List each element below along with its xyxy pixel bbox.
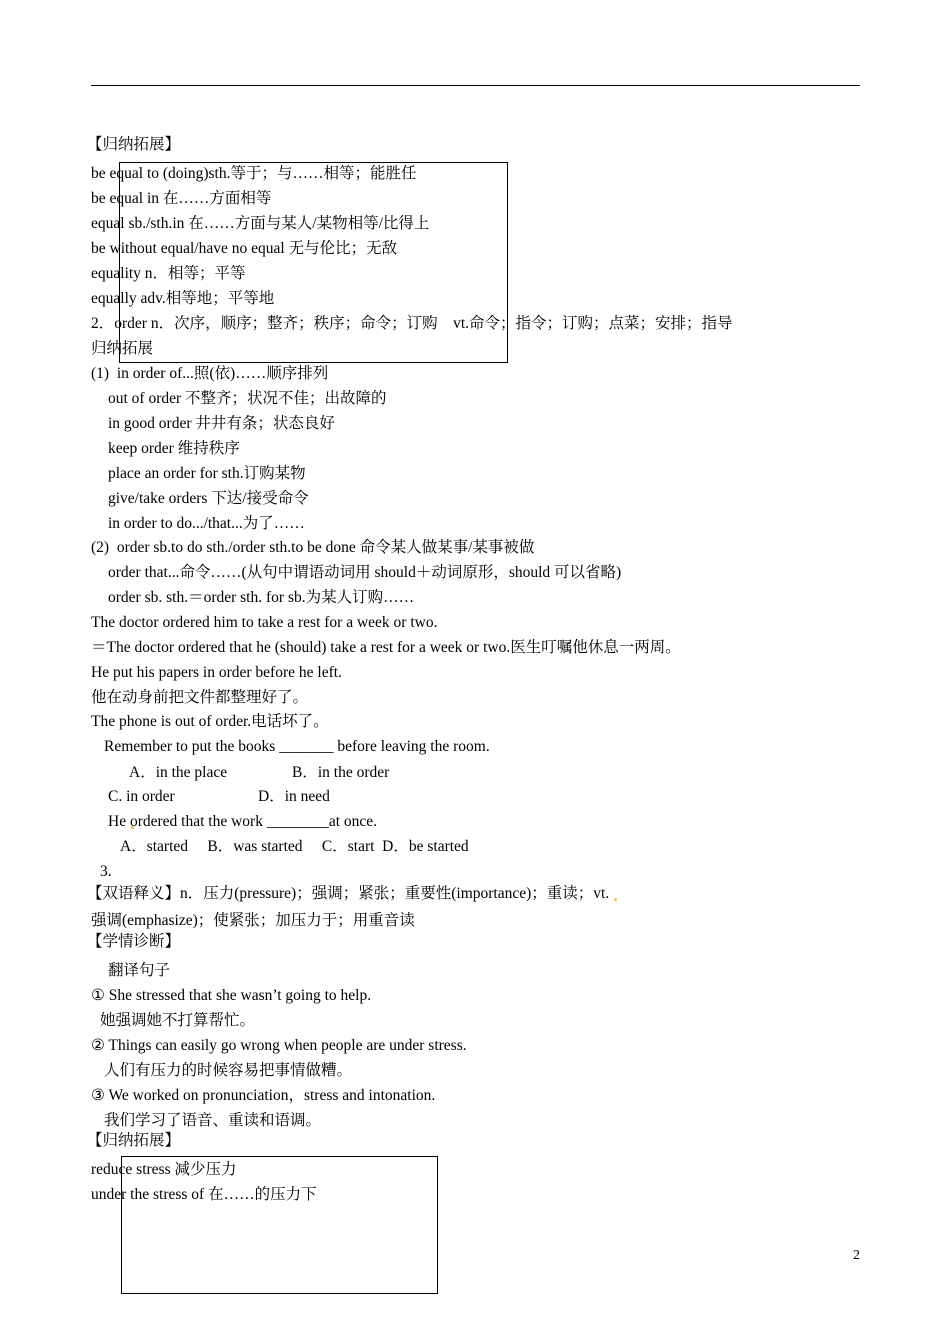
section-heading: 【归纳拓展】 bbox=[87, 1132, 181, 1149]
section-heading: 【归纳拓展】 bbox=[87, 136, 181, 153]
text-line: 翻译句子 bbox=[108, 962, 171, 979]
text-line: 她强调她不打算帮忙。 bbox=[100, 1012, 256, 1029]
section-heading: 【学情诊断】 bbox=[87, 933, 181, 950]
text-line: equal sb./sth.in 在……方面与某人/某物相等/比得上 bbox=[91, 215, 430, 232]
section-heading: 归纳拓展 bbox=[91, 340, 154, 357]
text-line: give/take orders 下达/接受命令 bbox=[108, 490, 309, 507]
text-line: (2) order sb.to do sth./order sth.to be done 命令某人做某事/某事被做 bbox=[91, 539, 535, 556]
text-line: out of order 不整齐；状况不佳；出故障的 bbox=[108, 390, 387, 407]
text-line: reduce stress 减少压力 bbox=[91, 1161, 237, 1178]
exercise-question: He ordered that the work ________at once. bbox=[108, 813, 378, 830]
marker-dot bbox=[614, 898, 617, 901]
item-number: 3. bbox=[100, 863, 112, 880]
text-line: in order to do.../that...为了…… bbox=[108, 515, 305, 532]
text-line: (1) in order of...照(依)……顺序排列 bbox=[91, 365, 329, 382]
text-line: The doctor ordered him to take a rest for a week or two. bbox=[91, 614, 438, 631]
text-line: 强调(emphasize)；使紧张；加压力于；用重音读 bbox=[91, 912, 415, 929]
text-line: place an order for sth.订购某物 bbox=[108, 465, 306, 482]
exercise-option: B．in the order bbox=[292, 764, 390, 781]
text-line: ③ We worked on pronunciation，stress and intonation. bbox=[91, 1087, 436, 1104]
text-line: order sb. sth.＝order sth. for sb.为某人订购…… bbox=[108, 589, 415, 606]
text-line: 人们有压力的时候容易把事情做糟。 bbox=[104, 1062, 353, 1079]
text-line: He put his papers in order before he left. bbox=[91, 664, 342, 681]
exercise-option: C. in order bbox=[108, 788, 175, 805]
page-number: 2 bbox=[853, 1248, 860, 1263]
text-line: 他在动身前把文件都整理好了。 bbox=[91, 689, 309, 706]
text-line: 2．order n．次序，顺序；整齐；秩序；命令；订购 vt.命令；指令；订购；点菜；安排；指导 bbox=[91, 315, 733, 332]
exercise-question: Remember to put the books _______ before leaving the room. bbox=[104, 738, 490, 755]
text-line: The phone is out of order.电话坏了。 bbox=[91, 713, 329, 730]
text-line: under the stress of 在……的压力下 bbox=[91, 1186, 317, 1203]
text-line: 我们学习了语音、重读和语调。 bbox=[104, 1112, 322, 1129]
text-line: in good order 井井有条；状态良好 bbox=[108, 415, 335, 432]
text-line: equally adv.相等地；平等地 bbox=[91, 290, 275, 307]
text-line: be without equal/have no equal 无与伦比；无敌 bbox=[91, 240, 398, 257]
text-line: be equal to (doing)sth.等于；与……相等；能胜任 bbox=[91, 165, 417, 182]
text-line: keep order 维持秩序 bbox=[108, 440, 240, 457]
text-line: be equal in 在……方面相等 bbox=[91, 190, 272, 207]
text-line: equality n．相等；平等 bbox=[91, 265, 246, 282]
text-line: order that...命令……(从句中谓语动词用 should＋动词原形，should 可以省略) bbox=[108, 564, 622, 581]
text-line: ＝The doctor ordered that he (should) take a rest for a week or two.医生叮嘱他休息一两周。 bbox=[91, 639, 681, 656]
header-rule bbox=[91, 85, 860, 86]
exercise-option: A．in the place bbox=[129, 764, 228, 781]
text-line: 【双语释义】n．压力(pressure)；强调；紧张；重要性(importance)；重读；vt. bbox=[87, 885, 610, 902]
exercise-options: A．started B．was started C．start D．be started bbox=[120, 838, 469, 855]
text-line: ② Things can easily go wrong when people are under stress. bbox=[91, 1037, 467, 1054]
exercise-option: D．in need bbox=[258, 788, 330, 805]
text-line: ① She stressed that she wasn’t going to help. bbox=[91, 987, 372, 1004]
